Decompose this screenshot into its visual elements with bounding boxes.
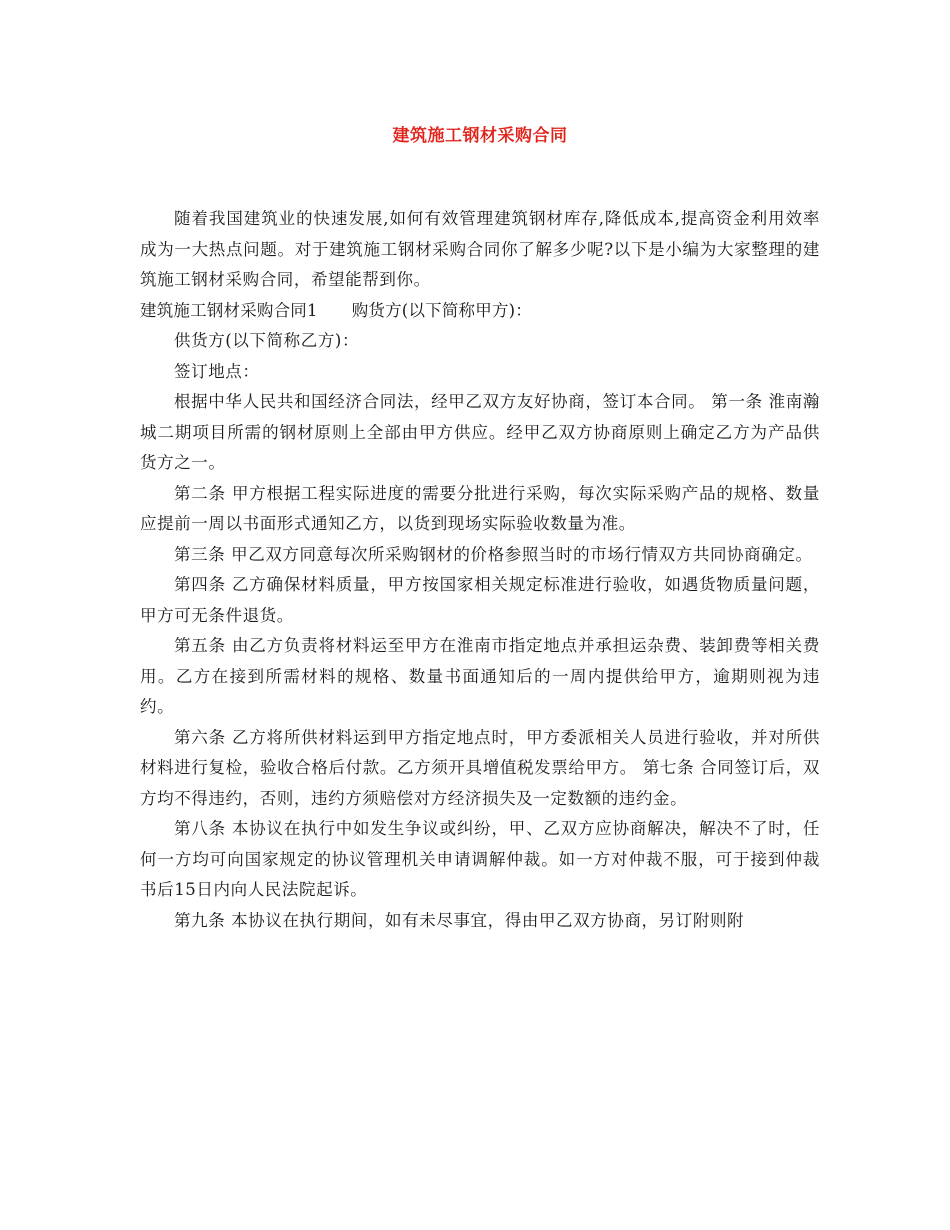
buyer-line: 购货方(以下简称甲方)： bbox=[351, 300, 532, 320]
article-5-paragraph: 第五条 由乙方负责将材料运至甲方在淮南市指定地点并承担运杂费、装卸费等相关费用。乙方在接到所需材料的规格、数量书面通知后的一周内提供给甲方，逾期则视为违约。 bbox=[140, 636, 820, 716]
basis-paragraph: 根据中华人民共和国经济合同法，经甲乙双方友好协商，签订本合同。 第一条 淮南瀚城二期项目所需的钢材原则上全部由甲方供应。经甲乙双方协商原则上确定乙方为产品供货方之一。 bbox=[140, 392, 820, 472]
article-9-paragraph: 第九条 本协议在执行期间，如有未尽事宜，得由甲乙双方协商，另订附则附 bbox=[174, 910, 745, 930]
supplier-line: 供货方(以下简称乙方)： bbox=[174, 331, 360, 350]
document-title: 建筑施工钢材采购合同 bbox=[392, 126, 568, 146]
article-8-paragraph: 第八条 本协议在执行中如发生争议或纠纷，甲、乙双方应协商解决，解决不了时，任何一方均可向国家规定的协议管理机关申请调解仲裁。如一方对仲裁不服，可于接到仲裁书后15日内向人民法院起诉。 bbox=[140, 819, 820, 899]
article-4-paragraph: 第四条 乙方确保材料质量，甲方按国家相关规定标准进行验收，如遇货物质量问题，甲方可无条件退货。 bbox=[140, 575, 820, 625]
sign-place-line: 签订地点： bbox=[174, 361, 260, 381]
contract-heading-line bbox=[140, 296, 820, 327]
article-6-7-paragraph: 第六条 乙方将所供材料运到甲方指定地点时，甲方委派相关人员进行验收，并对所供材料进行复检，验收合格后付款。乙方须开具增值税发票给甲方。 第七条 合同签订后，双方均不得违约，否则，违约方须赔偿对方经济损失及一定数额的违约金。 bbox=[140, 727, 820, 808]
contract-heading: 建筑施工钢材采购合同1 bbox=[140, 300, 318, 320]
article-3-paragraph: 第三条 甲乙双方同意每次所采购钢材的价格参照当时的市场行情双方共同协商确定。 bbox=[174, 544, 813, 564]
intro-paragraph: 随着我国建筑业的快速发展,如何有效管理建筑钢材库存,降低成本,提高资金利用效率成为一大热点问题。对于建筑施工钢材采购合同你了解多少呢?以下是小编为大家整理的建筑施工钢材采购合同，希望能帮到你。 bbox=[140, 209, 820, 289]
article-2-paragraph: 第二条 甲方根据工程实际进度的需要分批进行采购，每次实际采购产品的规格、数量应提前一周以书面形式通知乙方，以货到现场实际验收数量为准。 bbox=[140, 483, 820, 533]
